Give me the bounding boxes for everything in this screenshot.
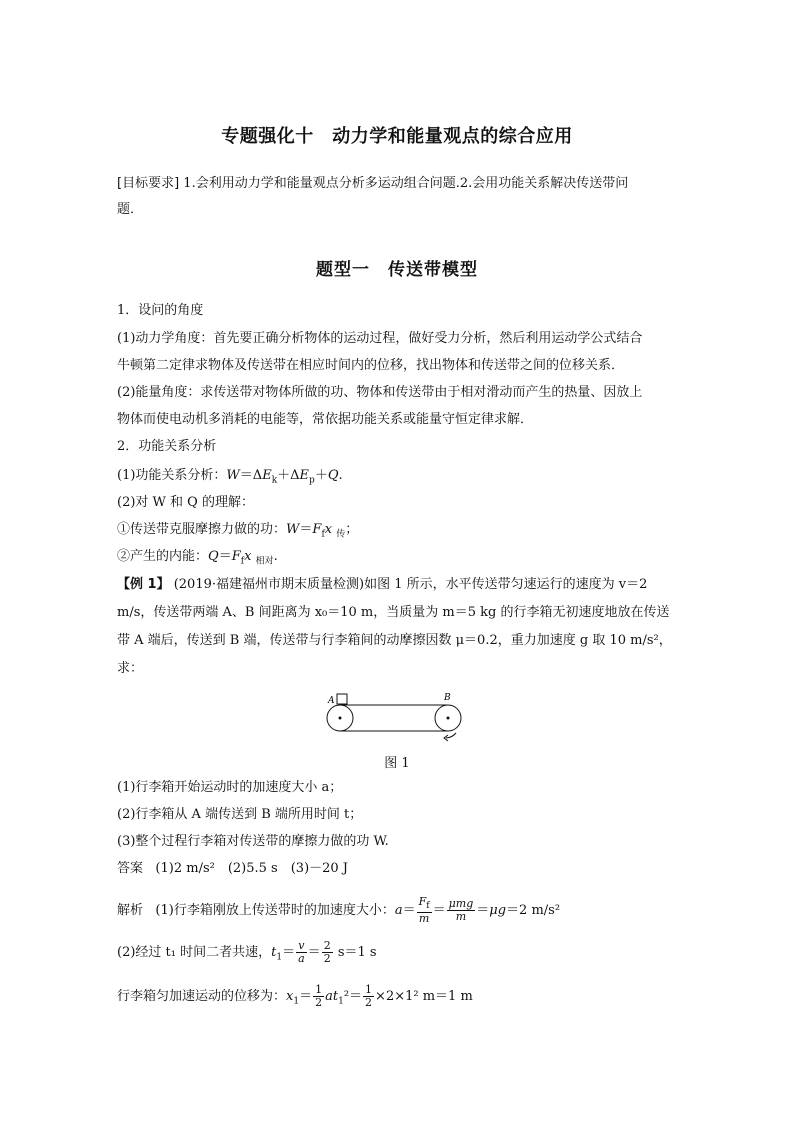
example-line4: 求： [117, 661, 144, 676]
formula-4: ②产生的内能：$Q=F_fx$ $_{相对}$. [117, 549, 278, 567]
conveyor-belt-figure [320, 688, 470, 744]
formula-1: (1)功能关系分析：$W=\Delta E_k+\Delta E_p+Q$. [117, 468, 343, 486]
question-3: (3)整个过程行李箱对传送带的摩擦力做的功 W. [117, 834, 389, 849]
example-tag: 【例 1】 [117, 577, 170, 592]
heading-1: 1．设问的角度 [117, 303, 204, 318]
goal-tag: [目标要求] [117, 176, 180, 191]
figure-caption: 图 1 [384, 756, 410, 771]
right-pulley-axle [447, 717, 450, 720]
solution-2-text: (2)经过 t₁ 时间二者共速， [117, 945, 272, 960]
question-2: (2)行李箱从 A 端传送到 B 端所用时间 t； [117, 807, 363, 822]
solution-line2: (2)经过 t₁ 时间二者共速，$t_1=$ $\frac{v}{a}$ ＝ $\frac{2}{2}$ s＝1 s [117, 939, 377, 965]
solution-tag: 解析 [117, 903, 144, 919]
formula-1-label: (1)功能关系分析： [117, 468, 227, 483]
answer-text: (1)2 m/s² (2)5.5 s (3)－20 J [155, 861, 349, 876]
solution-line1: 解析 (1)行李箱刚放上传送带时的加速度大小：a＝ $\frac{F_f}{m}$ ＝ $\frac{\text{μmg}}{m}$ ＝μg＝2 m/s² [117, 895, 561, 926]
goal-paragraph [117, 175, 628, 193]
solution-3-text: 行李箱匀加速运动的位移为： [117, 989, 287, 1004]
goal-text-line2: 题． [117, 202, 144, 217]
left-pulley-axle [339, 717, 342, 720]
goal-text-line1: 1.会利用动力学和能量观点分析多运动组合问题.2.会用功能关系解决传送带问 [183, 176, 629, 191]
example-line1 [117, 576, 647, 594]
answer-tag: 答案 [117, 861, 144, 876]
answer-line [117, 860, 348, 878]
formula-3-label: ①传送带克服摩擦力做的功： [117, 522, 287, 537]
example-line3: 带 A 端后，传送到 B 端，传送带与行李箱间的动摩擦因数 μ＝0.2，重力加速度 g 取 10 m/s²， [117, 633, 672, 648]
page-title: 专题强化十 动力学和能量观点的综合应用 [221, 126, 573, 147]
paragraph-1b: 牛顿第二定律求物体及传送带在相应时间内的位移，找出物体和传送带之间的位移关系． [117, 358, 625, 373]
formula-4-label: ②产生的内能： [117, 549, 209, 564]
section-title: 题型一 传送带模型 [316, 260, 478, 280]
label-a: A [328, 696, 335, 706]
paragraph-2b: 物体而使电动机多消耗的电能等，常依据功能关系或能量守恒定律求解． [117, 412, 534, 427]
question-1: (1)行李箱开始运动时的加速度大小 a； [117, 780, 343, 795]
paragraph-2a: (2)能量角度：求传送带对物体所做的功、物体和传送带由于相对滑动而产生的热量、因放上 [117, 385, 643, 400]
paragraph-1a: (1)动力学角度：首先要正确分析物体的运动过程，做好受力分析，然后利用运动学公式结合 [117, 331, 643, 346]
example-line2: m/s，传送带两端 A、B 间距离为 x₀＝10 m，当质量为 m＝5 kg 的行李箱无初速度地放在传送 [117, 605, 670, 620]
label-b: B [444, 693, 451, 703]
solution-line3: 行李箱匀加速运动的位移为：$x_1=$ $\frac{1}{2}$ $at_1^2=$ $\frac{1}{2}$ ×2×1² m＝1 m [117, 983, 473, 1009]
suitcase-box [337, 694, 347, 704]
formula-3: ①传送带克服摩擦力做的功：$W=F_fx$ $_传$； [117, 522, 359, 540]
formula-2: (2)对 W 和 Q 的理解： [117, 495, 254, 510]
example-text-line1: (2019·福建福州市期末质量检测)如图 1 所示，水平传送带匀速运行的速度为 v＝2 [173, 577, 648, 592]
heading-2: 2．功能关系分析 [117, 439, 217, 454]
solution-1-text: (1)行李箱刚放上传送带时的加速度大小： [155, 903, 395, 919]
